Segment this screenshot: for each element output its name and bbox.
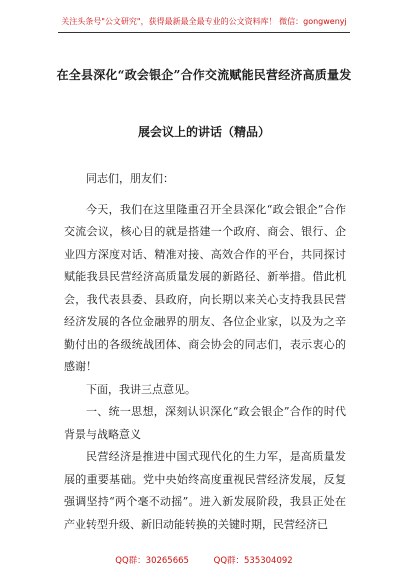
document-title-line-1: 在全县深化“政会银企”合作交流赋能民营经济高质量发 [56,68,352,82]
footer-qq-group-2: QQ群：535304092 [213,556,293,566]
document-body [64,168,346,536]
body-paragraph: 下面，我讲三点意见。 [86,382,196,396]
body-paragraph: 民营经济是推进中国式现代化的生力军，是高质量发展的重要基础。党中央始终高度重视民营经济发展，反复强调坚持“两个毫不动摇”。进入新发展阶段，我县正处在产业转型升级、新旧动能转换的关键时期，民营经济已 [64,450,346,531]
footer-qq-group-1: QQ群：30265665 [115,556,189,566]
body-paragraph: 今天，我们在这里隆重召开全县深化“政会银企”合作交流会议，核心目的就是搭建一个政府、商会、银行、企业四方深度对话、精准对接、高效合作的平台，共同探讨赋能我县民营经济高质量发展的新路径、新举措。借此机会，我代表县委、县政府，向长期以来关心支持我县民营经济发展的各位金融界的朋友、各位企业家，以及为之辛勤付出的各级统战团体、商会协会的同志们，表示衷心的感谢！ [64,202,346,373]
document-title-line-2: 展会议上的讲话（精品） [137,125,270,139]
section-heading: 一、统一思想，深刻认识深化“政会银企”合作的时代背景与战略意义 [64,405,346,441]
salutation: 同志们，朋友们： [86,172,174,185]
footer [0,554,408,566]
header-divider [58,32,350,33]
header-banner: 关注头条号"公文研究"，获得最新最全最专业的公文资料库！ 微信：gongwenyj [61,17,347,26]
